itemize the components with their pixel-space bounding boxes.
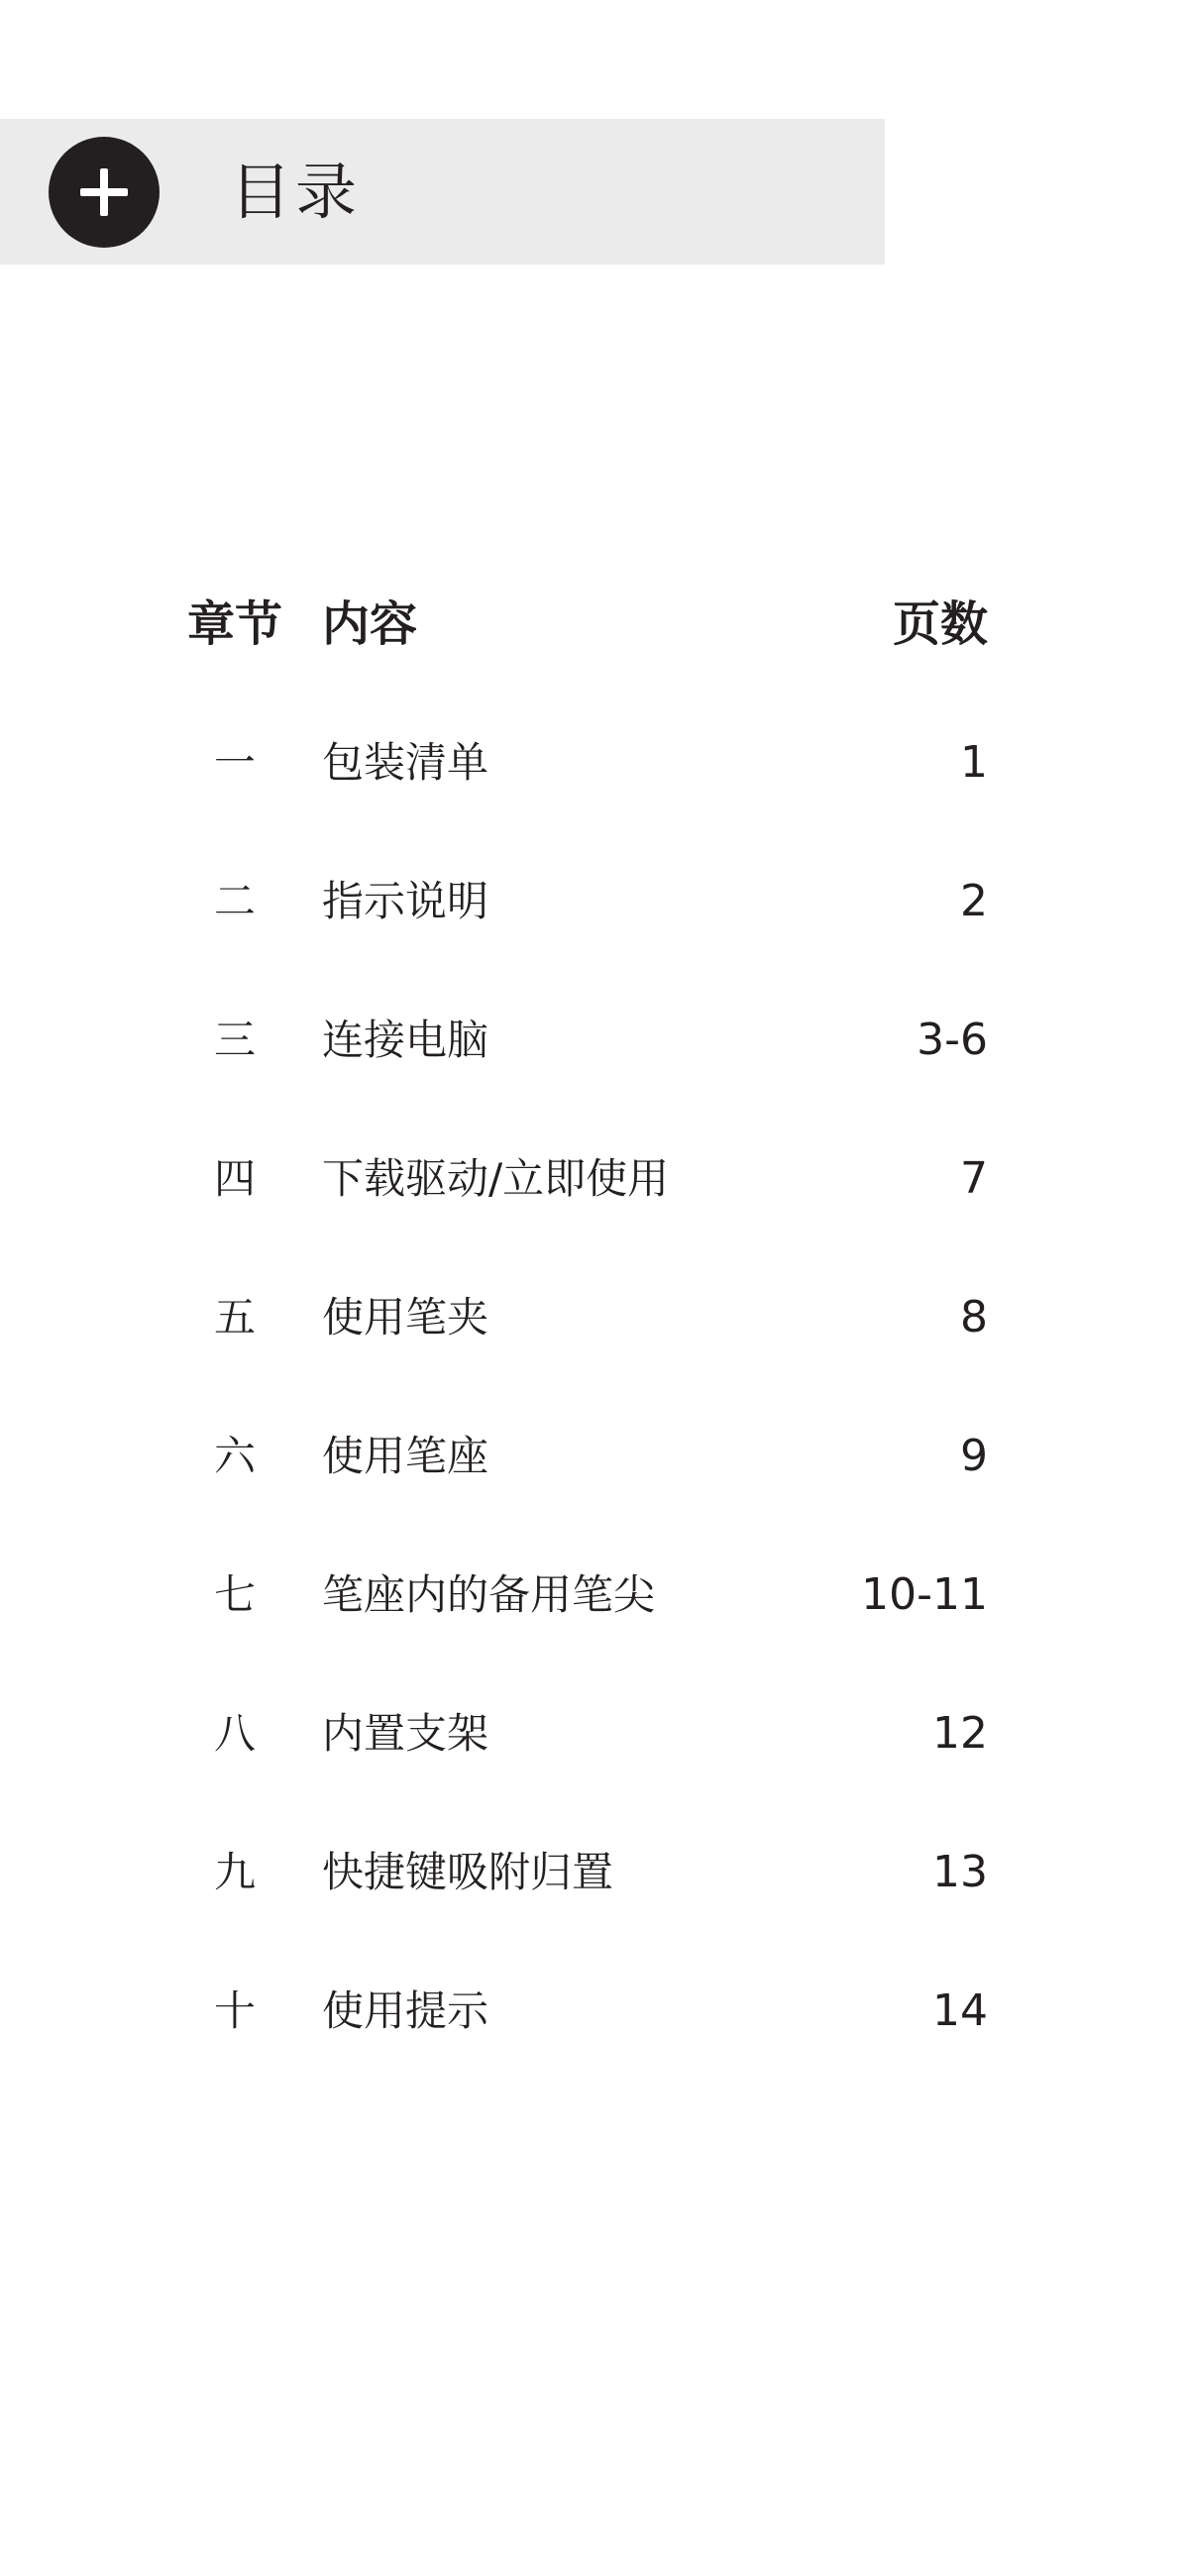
page-number: 13 xyxy=(932,1847,988,1897)
chapter-number: 十 xyxy=(213,1986,256,2035)
chapter-number: 四 xyxy=(213,1154,256,1203)
chapter-title: 指示说明 xyxy=(322,877,489,925)
page-number: 8 xyxy=(960,1292,988,1342)
chapter-number: 七 xyxy=(213,1570,256,1619)
page-number: 2 xyxy=(960,876,988,926)
toc-row[interactable] xyxy=(183,723,988,862)
toc-row[interactable] xyxy=(183,1278,988,1417)
chapter-title: 包装清单 xyxy=(322,738,489,787)
chapter-number: 五 xyxy=(213,1293,256,1342)
chapter-title: 使用提示 xyxy=(322,1986,489,2035)
chapter-number: 六 xyxy=(213,1432,256,1480)
page-number: 7 xyxy=(960,1153,988,1204)
chapter-column-header: 章节 xyxy=(186,596,282,652)
toc-header-row xyxy=(183,585,988,664)
content-column-header: 内容 xyxy=(322,596,418,652)
page-title: 目录 xyxy=(230,156,362,228)
chapter-title: 使用笔夹 xyxy=(322,1293,489,1342)
plus-icon xyxy=(49,137,160,248)
toc-row[interactable] xyxy=(183,1694,988,1833)
chapter-number: 三 xyxy=(213,1016,256,1064)
toc-row[interactable] xyxy=(183,1001,988,1139)
toc-row[interactable] xyxy=(183,1556,988,1694)
toc-row[interactable] xyxy=(183,1417,988,1556)
page-number: 10-11 xyxy=(861,1569,988,1620)
page-number: 1 xyxy=(960,737,988,788)
plus-icon-glyph xyxy=(49,137,160,248)
table-of-contents xyxy=(183,585,988,2110)
chapter-title: 内置支架 xyxy=(322,1709,489,1758)
chapter-number: 八 xyxy=(213,1709,256,1758)
toc-row[interactable] xyxy=(183,1972,988,2110)
toc-row[interactable] xyxy=(183,1833,988,1972)
chapter-title: 使用笔座 xyxy=(322,1432,489,1480)
page-number: 3-6 xyxy=(917,1015,988,1065)
chapter-number: 一 xyxy=(213,738,256,787)
chapter-title: 下载驱动/立即使用 xyxy=(322,1154,670,1203)
toc-row[interactable] xyxy=(183,862,988,1001)
header-bar xyxy=(0,119,885,265)
chapter-title: 连接电脑 xyxy=(322,1016,489,1064)
page-number: 14 xyxy=(932,1986,988,2036)
page-number: 9 xyxy=(960,1431,988,1481)
chapter-title: 快捷键吸附归置 xyxy=(322,1848,614,1896)
chapter-number: 二 xyxy=(213,877,256,925)
toc-row[interactable] xyxy=(183,1139,988,1278)
chapter-number: 九 xyxy=(213,1848,256,1896)
page-number: 12 xyxy=(932,1708,988,1759)
chapter-title: 笔座内的备用笔尖 xyxy=(322,1570,656,1619)
page-column-header: 页数 xyxy=(892,596,988,652)
